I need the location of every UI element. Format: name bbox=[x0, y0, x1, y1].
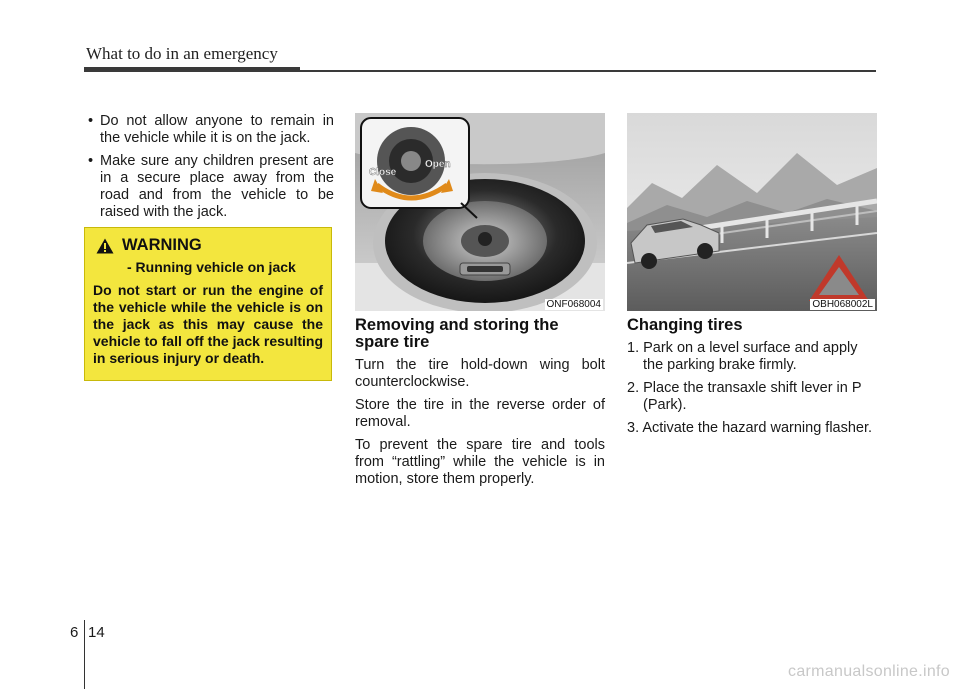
paragraph: To prevent the spare tire and tools from “rattling” while the vehicle is in motion, store them properly. bbox=[355, 437, 605, 487]
changing-tires-section bbox=[627, 317, 877, 443]
watermark: carmanualsonline.info bbox=[788, 663, 950, 680]
bullet-list bbox=[86, 113, 334, 221]
paragraph: Store the tire in the reverse order of removal. bbox=[355, 397, 605, 430]
warning-title: WARNING bbox=[122, 236, 202, 254]
warning-icon bbox=[96, 238, 114, 254]
spare-tire-section bbox=[355, 317, 605, 494]
warning-header bbox=[96, 236, 323, 255]
step-item: 2. Place the transaxle shift lever in P (Park). bbox=[627, 380, 862, 413]
road-illustration bbox=[627, 113, 877, 311]
footer-rule bbox=[84, 620, 85, 689]
page-title: What to do in an emergency bbox=[86, 44, 278, 63]
warning-subtitle: - Running vehicle on jack bbox=[127, 259, 296, 275]
road-figure bbox=[627, 113, 877, 311]
paragraph: Turn the tire hold-down wing bolt counterclockwise. bbox=[355, 357, 605, 390]
step-item: 3. Activate the hazard warning flasher. bbox=[627, 420, 873, 436]
spare-tire-illustration bbox=[355, 113, 605, 311]
close-label: Close bbox=[369, 167, 397, 178]
step-item: 1. Park on a level surface and apply the parking brake firmly. bbox=[627, 340, 858, 373]
section-heading: Removing and storing the spare tire bbox=[355, 316, 559, 351]
section-number: 6 bbox=[70, 624, 79, 641]
bullet-item: • Do not allow anyone to remain in the vehicle while it is on the jack. bbox=[86, 113, 334, 147]
warning-body: Do not start or run the engine of the vehicle while the vehicle is on the jack as this may cause the vehicle to fall off the jack resulting in serious injury or death. bbox=[93, 282, 323, 366]
section-heading: Changing tires bbox=[627, 316, 743, 334]
page-number: 14 bbox=[88, 624, 105, 641]
header-rule-thin bbox=[300, 70, 876, 72]
open-label: Open bbox=[425, 159, 451, 170]
step-list bbox=[627, 340, 877, 437]
spare-tire-figure bbox=[355, 113, 605, 311]
bullet-item: • Make sure any children present are in a secure place away from the road and from the vehicle to be raised with the jack. bbox=[86, 153, 334, 221]
warning-box bbox=[84, 227, 332, 381]
figure-code: OBH068002L bbox=[812, 299, 873, 310]
figure-code: ONF068004 bbox=[546, 299, 601, 310]
header-rule bbox=[84, 67, 300, 72]
left-column bbox=[86, 113, 334, 227]
